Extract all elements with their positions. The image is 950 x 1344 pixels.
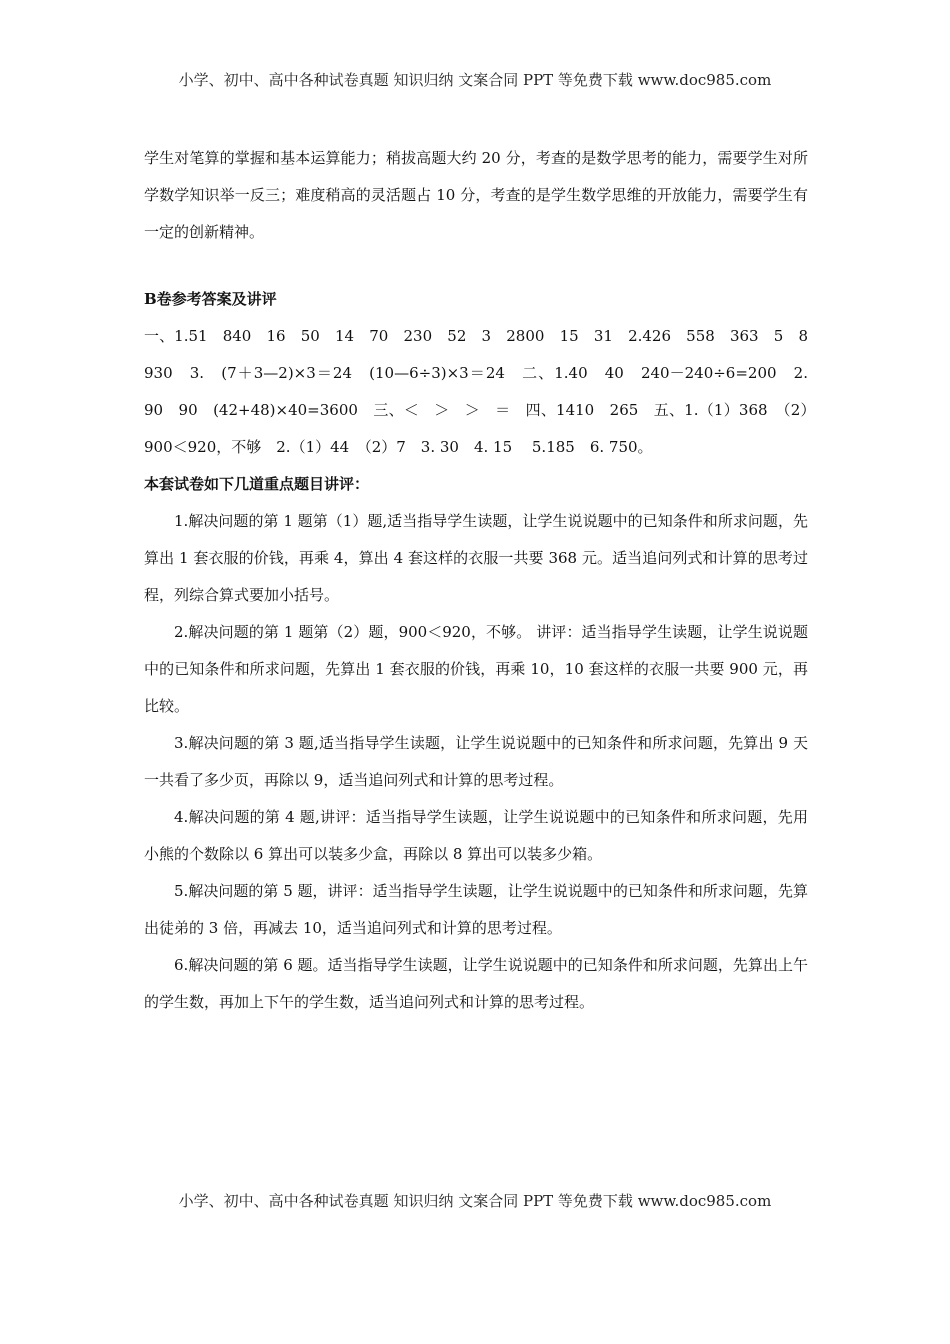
key-item-5: 5.解决问题的第 5 题，讲评：适当指导学生读题，让学生说说题中的已知条件和所求问题，先算出徒弟的 3 倍，再减去 10，适当追问列式和计算的思考过程。 [144,882,808,937]
document-body [144,140,824,1021]
key-section-heading: 本套试卷如下几道重点题目讲评： [144,475,370,493]
key-item-4: 4.解决问题的第 4 题,讲评：适当指导学生读题，让学生说说题中的已知条件和所求问题，先用小熊的个数除以 6 算出可以装多少盒，再除以 8 算出可以装多少箱。 [144,808,808,863]
page-footer: 小学、初中、高中各种试卷真题 知识归纳 文案合同 PPT 等免费下载 www.doc985.com [178,1192,772,1210]
b-answers-text: 一、1.51 840 16 50 14 70 230 52 3 2800 15 31 2.426 558 363 5 8 930 3. (7＋3—2)×3＝24 (10—6÷3)×3＝24 二、1.40 40 240－240÷6=200 2. 90 90 (42+48)×40=3600 三、＜ ＞ ＞ ＝ 四、1410 265 五、1.（1）368 （2）900＜920，不够 2.（1）44 （2）7 3. 30 4. 15 5.185 6. 750。 [144,327,824,456]
page-header: 小学、初中、高中各种试卷真题 知识归纳 文案合同 PPT 等免费下载 www.doc985.com [178,71,772,89]
key-item-1: 1.解决问题的第 1 题第（1）题,适当指导学生读题，让学生说说题中的已知条件和所求问题，先算出 1 套衣服的价钱，再乘 4，算出 4 套这样的衣服一共要 368 元。适当追问列式和计算的思考过程，列综合算式要加小括号。 [144,512,808,604]
intro-paragraph: 学生对笔算的掌握和基本运算能力；稍拔高题大约 20 分，考查的是数学思考的能力，需要学生对所学数学知识举一反三；难度稍高的灵活题占 10 分，考查的是学生数学思维的开放能力，需要学生有一定的创新精神。 [144,149,808,241]
key-item-6: 6.解决问题的第 6 题。适当指导学生读题，让学生说说题中的已知条件和所求问题，先算出上午的学生数，再加上下午的学生数，适当追问列式和计算的思考过程。 [144,956,808,1011]
key-item-3: 3.解决问题的第 3 题,适当指导学生读题，让学生说说题中的已知条件和所求问题，先算出 9 天一共看了多少页，再除以 9，适当追问列式和计算的思考过程。 [144,734,808,789]
key-item-2: 2.解决问题的第 1 题第（2）题，900＜920，不够。 讲评：适当指导学生读题，让学生说说题中的已知条件和所求问题，先算出 1 套衣服的价钱，再乘 10，10 套这样的衣服一共要 900 元，再比较。 [144,623,808,715]
b-answers-heading: B卷参考答案及讲评 [144,290,277,308]
